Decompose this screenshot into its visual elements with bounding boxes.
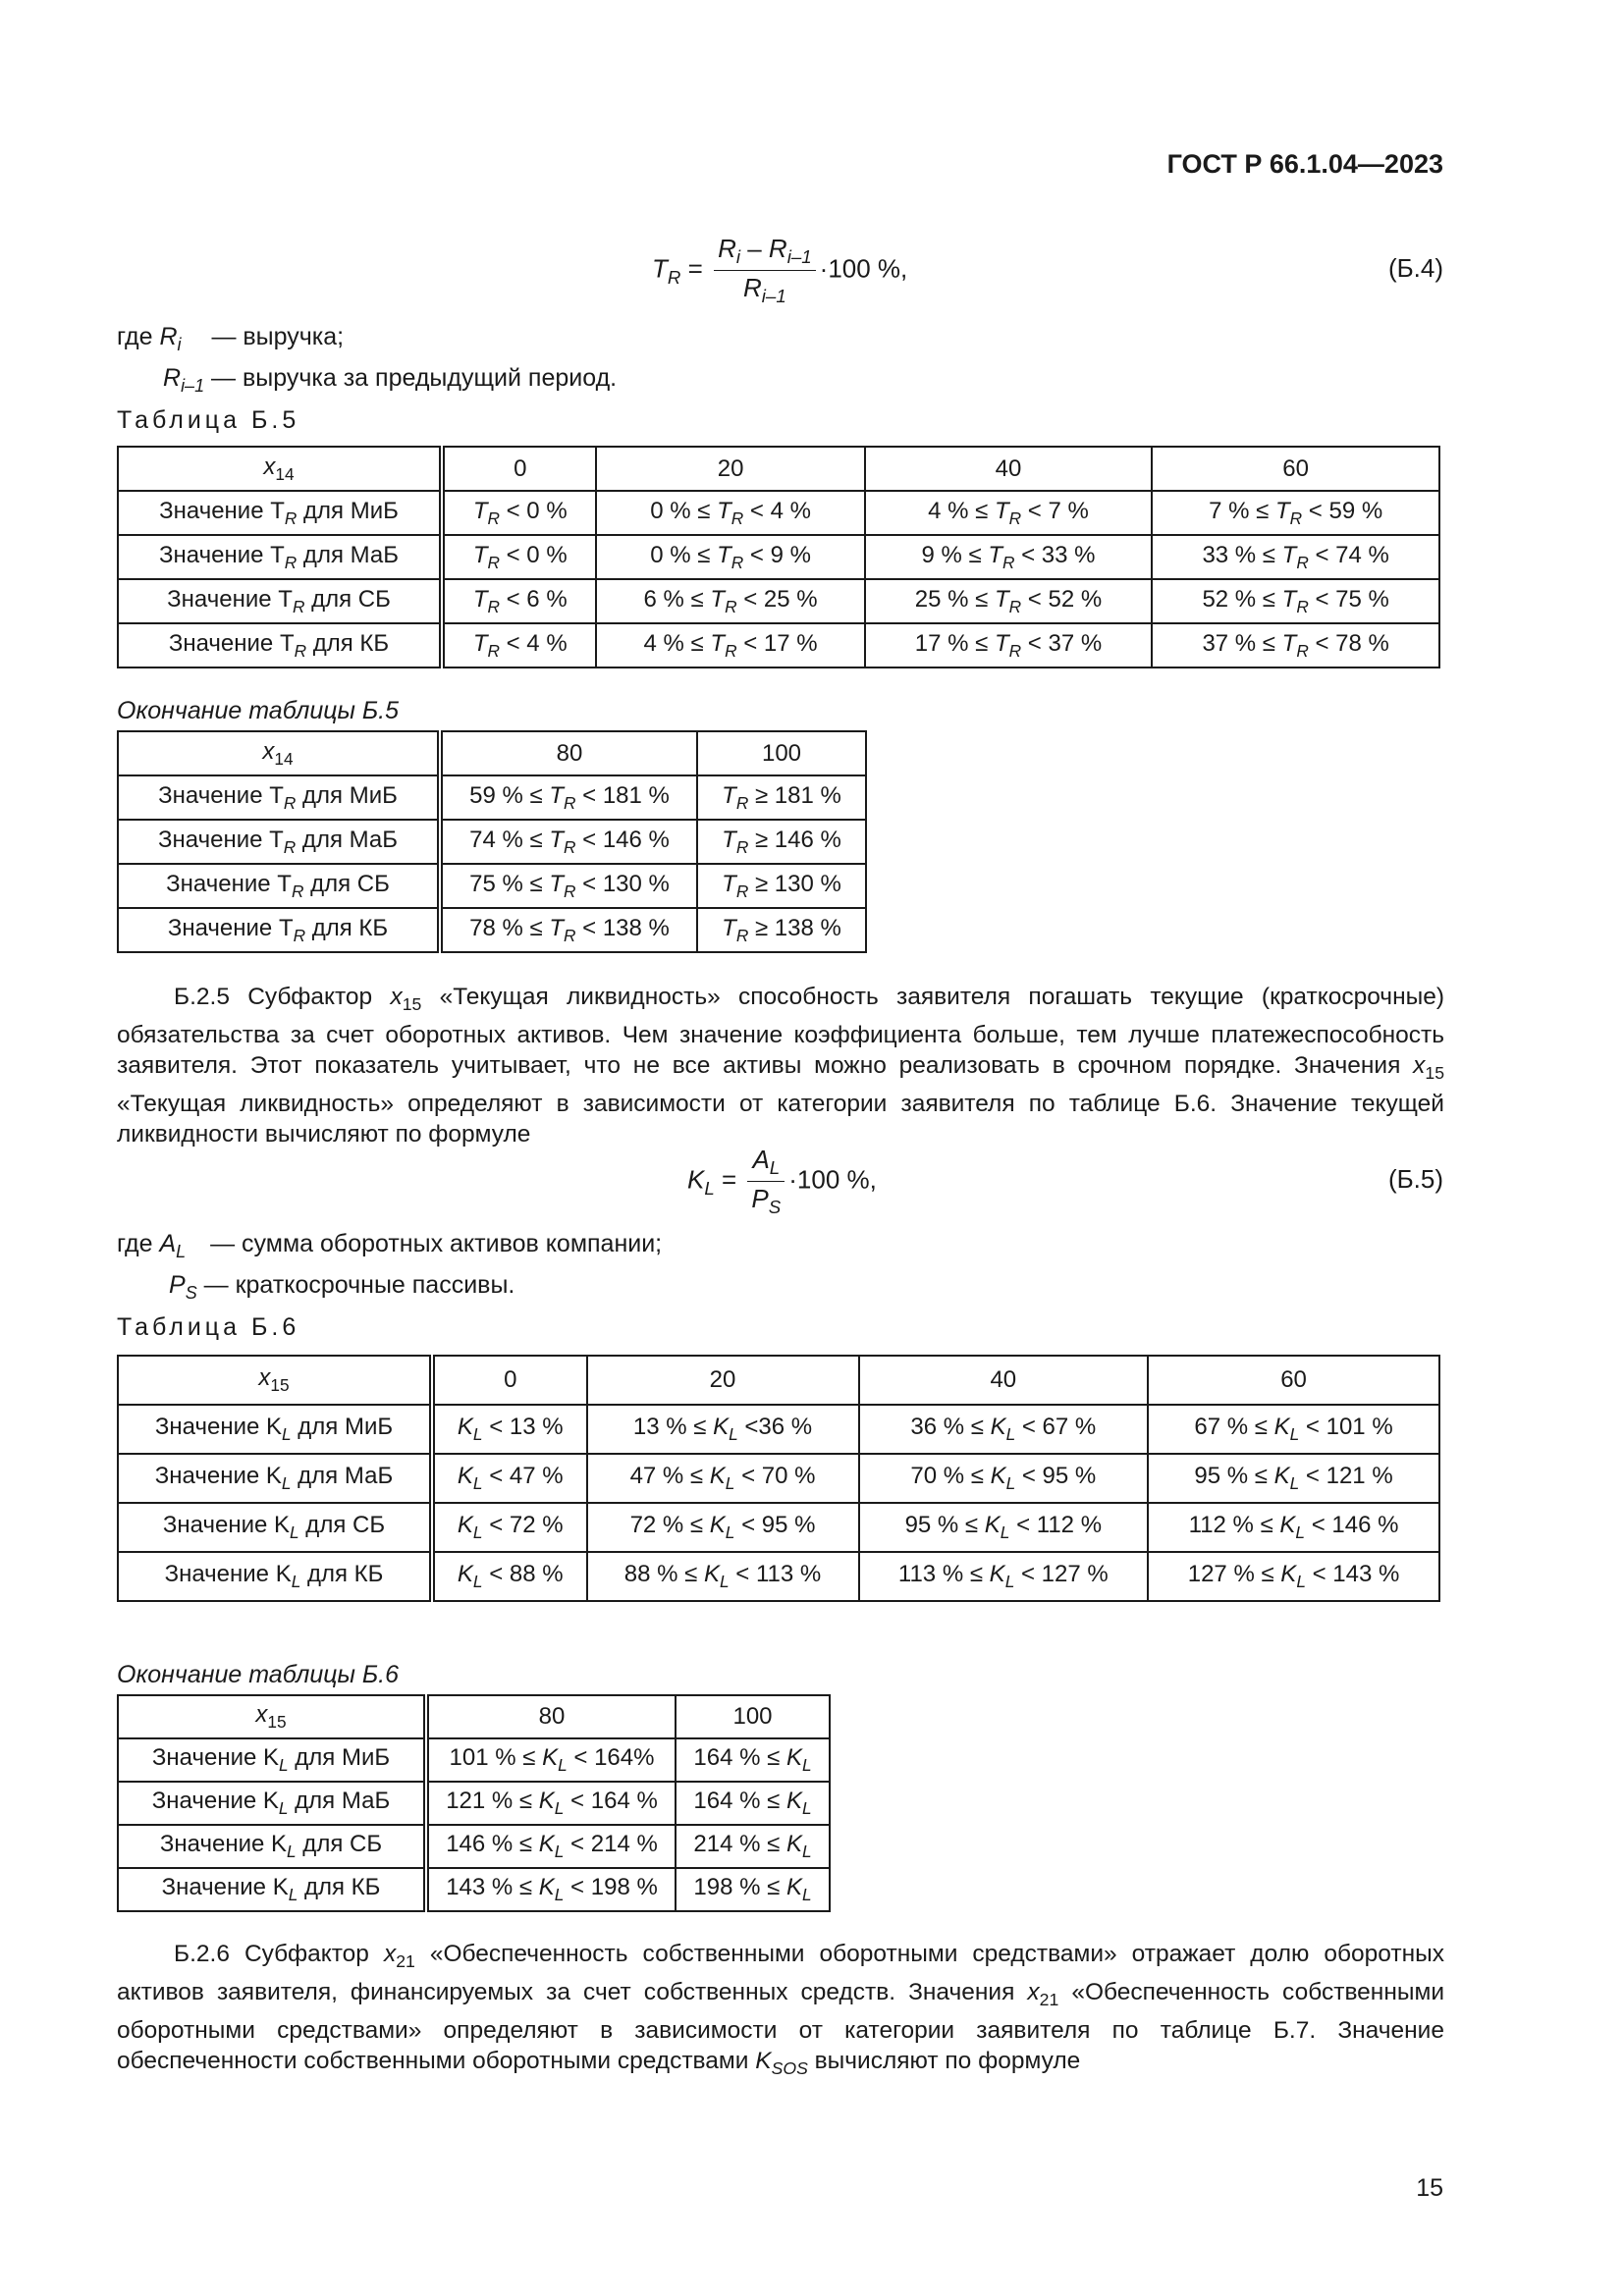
row-label: Значение $T_R$ для МиБ: [118, 775, 440, 820]
table-row: [118, 908, 866, 952]
table-caption-b6-end: Окончание таблицы Б.6: [117, 1661, 399, 1688]
header-cell: 0: [432, 1356, 587, 1405]
paragraph-b2-6: Б.2.6 Субфактор $x_{21}$ «Обеспеченность собственными оборотными средствами» отражает долю оборотных активов заявителя, финансируемых за счет собственных средств. Значения $x_{21}$ «Обеспеченность собственными оборотными средствами» определяют в зависимости от категории заявителя по таблице Б.7. Значение обеспеченности собственными оборотными средствами $K_{SOS}$ вычисляют по формуле: [117, 1941, 1445, 2078]
table-cell: 37 % ≤ $T_R < 78$ %: [1152, 623, 1439, 667]
header-cell: 80: [426, 1695, 676, 1738]
header-cell: $x_{14}$: [118, 447, 442, 491]
table-cell: $T_R \ge 146$ %: [697, 820, 866, 864]
table-cell: 52 % ≤ $T_R < 75$ %: [1152, 579, 1439, 623]
table-cell: 74 % ≤ $T_R < 146$ %: [440, 820, 697, 864]
table-row: [118, 623, 1439, 667]
table-cell: 95 % ≤ $K_L < 112$ %: [859, 1503, 1149, 1552]
table-header-row: [118, 447, 1439, 491]
table-cell: $K_L < 88$ %: [432, 1552, 587, 1601]
header-cell: $x_{14}$: [118, 731, 440, 775]
table-cell: $T_R \ge 130$ %: [697, 864, 866, 908]
row-label: Значение $K_L$ для МиБ: [118, 1405, 432, 1454]
header-cell: 100: [697, 731, 866, 775]
header-cell: 60: [1148, 1356, 1439, 1405]
legend-row: где $R_i$ — выручка;: [117, 323, 345, 354]
equals-sign: =: [687, 253, 703, 284]
table-cell: 75 % ≤ $T_R < 130$ %: [440, 864, 697, 908]
row-label: Значение $K_L$ для КБ: [118, 1552, 432, 1601]
table-cell: 146 % ≤ $K_L < 214$ %: [426, 1825, 676, 1868]
header-cell: $x_{15}$: [118, 1356, 432, 1405]
table-cell: 121 % ≤ $K_L < 164$ %: [426, 1782, 676, 1825]
formula-symbol: T: [652, 253, 668, 284]
legend-row: где $A_L$ — сумма оборотных активов компании;: [117, 1230, 663, 1261]
table-cell: $K_L < 72$ %: [432, 1503, 587, 1552]
table-row: [118, 1503, 1439, 1552]
table-row: [118, 1782, 830, 1825]
table-cell: $T_R < 6$ %: [442, 579, 596, 623]
table-row: [118, 1868, 830, 1911]
table-header-row: [118, 1356, 1439, 1405]
row-label: Значение $T_R$ для КБ: [118, 623, 442, 667]
row-label: Значение $T_R$ для СБ: [118, 579, 442, 623]
table-cell: 25 % ≤ $T_R < 52$ %: [865, 579, 1153, 623]
row-label: Значение $T_R$ для СБ: [118, 864, 440, 908]
row-label: Значение $T_R$ для МиБ: [118, 491, 442, 535]
table-row: [118, 1405, 1439, 1454]
row-label: Значение $K_L$ для СБ: [118, 1825, 426, 1868]
table-cell: 6 % ≤ $T_R < 25$ %: [596, 579, 864, 623]
fraction-denominator: $P_S$: [751, 1184, 782, 1218]
table-caption-b6: Таблица Б.6: [117, 1313, 300, 1341]
table-b6: [117, 1355, 1440, 1602]
row-label: Значение $T_R$ для МаБ: [118, 535, 442, 579]
formula-legend-b5: [117, 1227, 662, 1309]
table-row: [118, 1738, 830, 1782]
table-cell: 33 % ≤ $T_R < 74$ %: [1152, 535, 1439, 579]
table-header-row: [118, 1695, 830, 1738]
header-cell: 60: [1152, 447, 1439, 491]
table-cell: $K_L < 47$ %: [432, 1454, 587, 1503]
header-cell: 40: [865, 447, 1153, 491]
fraction-numerator: $R_i - R_{i-1}$: [714, 234, 816, 271]
row-label: Значение $K_L$ для СБ: [118, 1503, 432, 1552]
legend-row: $P_S$ — краткосрочные пассивы.: [169, 1271, 515, 1303]
formula-b4: [652, 234, 907, 307]
table-caption-b5: Таблица Б.5: [117, 406, 300, 434]
document-code: ГОСТ Р 66.1.04—2023: [1166, 149, 1443, 179]
table-row: [118, 775, 866, 820]
formula-b5: $K_L$ = $\frac{A_L}{P_S}$ ·100 %,: [687, 1145, 877, 1218]
table-b6-end: [117, 1694, 831, 1912]
table-cell: 88 % ≤ $K_L < 113$ %: [587, 1552, 859, 1601]
table-cell: $T_R < 0$ %: [442, 491, 596, 535]
table-cell: 4 % ≤ $T_R < 7$ %: [865, 491, 1153, 535]
table-row: [118, 1552, 1439, 1601]
table-cell: $T_R \ge 138$ %: [697, 908, 866, 952]
equation-number-b5: (Б.5): [1387, 1164, 1443, 1194]
legend-row: $R_{i-1}$ — выручка за предыдущий период.: [163, 364, 618, 396]
table-caption-b5-end: Окончание таблицы Б.5: [117, 697, 399, 724]
table-cell: 113 % ≤ $K_L < 127$ %: [859, 1552, 1149, 1601]
header-cell: 20: [596, 447, 864, 491]
table-cell: $K_L < 13$ %: [432, 1405, 587, 1454]
table-cell: 47 % ≤ $K_L < 70$ %: [587, 1454, 859, 1503]
row-label: Значение $K_L$ для МиБ: [118, 1738, 426, 1782]
table-cell: 127 % ≤ $K_L < 143$ %: [1148, 1552, 1439, 1601]
header-cell: 20: [587, 1356, 859, 1405]
header-cell: 100: [676, 1695, 830, 1738]
fraction-denominator: $R_{i-1}$: [742, 273, 786, 307]
table-cell: 7 % ≤ $T_R < 59$ %: [1152, 491, 1439, 535]
row-label: Значение $T_R$ для КБ: [118, 908, 440, 952]
row-label: Значение $K_L$ для КБ: [118, 1868, 426, 1911]
formula-legend-b4: [117, 320, 617, 402]
table-cell: 214 % ≤ $K_L$: [676, 1825, 830, 1868]
formula-tail: ·100 %,: [819, 253, 908, 284]
header-cell: 80: [440, 731, 697, 775]
row-label: Значение $K_L$ для МаБ: [118, 1454, 432, 1503]
header-cell: $x_{15}$: [118, 1695, 426, 1738]
table-cell: 164 % ≤ $K_L$: [676, 1782, 830, 1825]
table-cell: 67 % ≤ $K_L < 101$ %: [1148, 1405, 1439, 1454]
table-row: [118, 1825, 830, 1868]
table-cell: 36 % ≤ $K_L < 67$ %: [859, 1405, 1149, 1454]
row-label: Значение $T_R$ для МаБ: [118, 820, 440, 864]
table-cell: 198 % ≤ $K_L$: [676, 1868, 830, 1911]
table-cell: $T_R < 0$ %: [442, 535, 596, 579]
table-cell: 9 % ≤ $T_R < 33$ %: [865, 535, 1153, 579]
table-cell: 164 % ≤ $K_L$: [676, 1738, 830, 1782]
row-label: Значение $K_L$ для МаБ: [118, 1782, 426, 1825]
fraction-numerator: $A_L$: [747, 1145, 785, 1182]
table-cell: 101 % ≤ $K_L < 164\%$: [426, 1738, 676, 1782]
table-cell: $T_R \ge 181$ %: [697, 775, 866, 820]
table-cell: 59 % ≤ $T_R < 181$ %: [440, 775, 697, 820]
header-cell: 40: [859, 1356, 1149, 1405]
table-cell: 0 % ≤ $T_R < 4$ %: [596, 491, 864, 535]
table-row: [118, 1454, 1439, 1503]
table-cell: 17 % ≤ $T_R < 37$ %: [865, 623, 1153, 667]
fraction: [747, 1145, 785, 1218]
table-cell: 78 % ≤ $T_R < 138$ %: [440, 908, 697, 952]
table-row: [118, 820, 866, 864]
formula-subscript: R: [667, 266, 681, 288]
table-cell: 112 % ≤ $K_L < 146$ %: [1148, 1503, 1439, 1552]
table-cell: 72 % ≤ $K_L < 95$ %: [587, 1503, 859, 1552]
table-cell: 13 % ≤ $K_L <36$ %: [587, 1405, 859, 1454]
table-cell: 70 % ≤ $K_L < 95$ %: [859, 1454, 1149, 1503]
table-b5-end: [117, 730, 867, 953]
paragraph-b2-5: Б.2.5 Субфактор $x_{15}$ «Текущая ликвидность» способность заявителя погашать текущие (краткосрочные) обязательства за счет оборотных активов. Чем значение коэффициента больше, тем лучше платежеспособность заявителя. Этот показатель учитывает, что не все активы можно реализовать в срочном порядке. Значения $x_{15}$ «Текущая ликвидность» определяют в зависимости от категории заявителя по таблице Б.6. Значение текущей ликвидности вычисляют по формуле: [117, 984, 1444, 1148]
table-row: [118, 579, 1439, 623]
equation-number-b4: (Б.4): [1387, 253, 1443, 283]
table-cell: 143 % ≤ $K_L < 198$ %: [426, 1868, 676, 1911]
table-cell: 0 % ≤ $T_R < 9$ %: [596, 535, 864, 579]
table-header-row: [118, 731, 866, 775]
table-b5: [117, 446, 1440, 668]
fraction: [714, 234, 816, 307]
table-row: [118, 535, 1439, 579]
header-cell: 0: [442, 447, 596, 491]
table-row: [118, 864, 866, 908]
table-cell: 4 % ≤ $T_R < 17$ %: [596, 623, 864, 667]
page-number: 15: [1416, 2174, 1443, 2202]
table-cell: $T_R < 4$ %: [442, 623, 596, 667]
table-row: [118, 491, 1439, 535]
table-cell: 95 % ≤ $K_L < 121$ %: [1148, 1454, 1439, 1503]
